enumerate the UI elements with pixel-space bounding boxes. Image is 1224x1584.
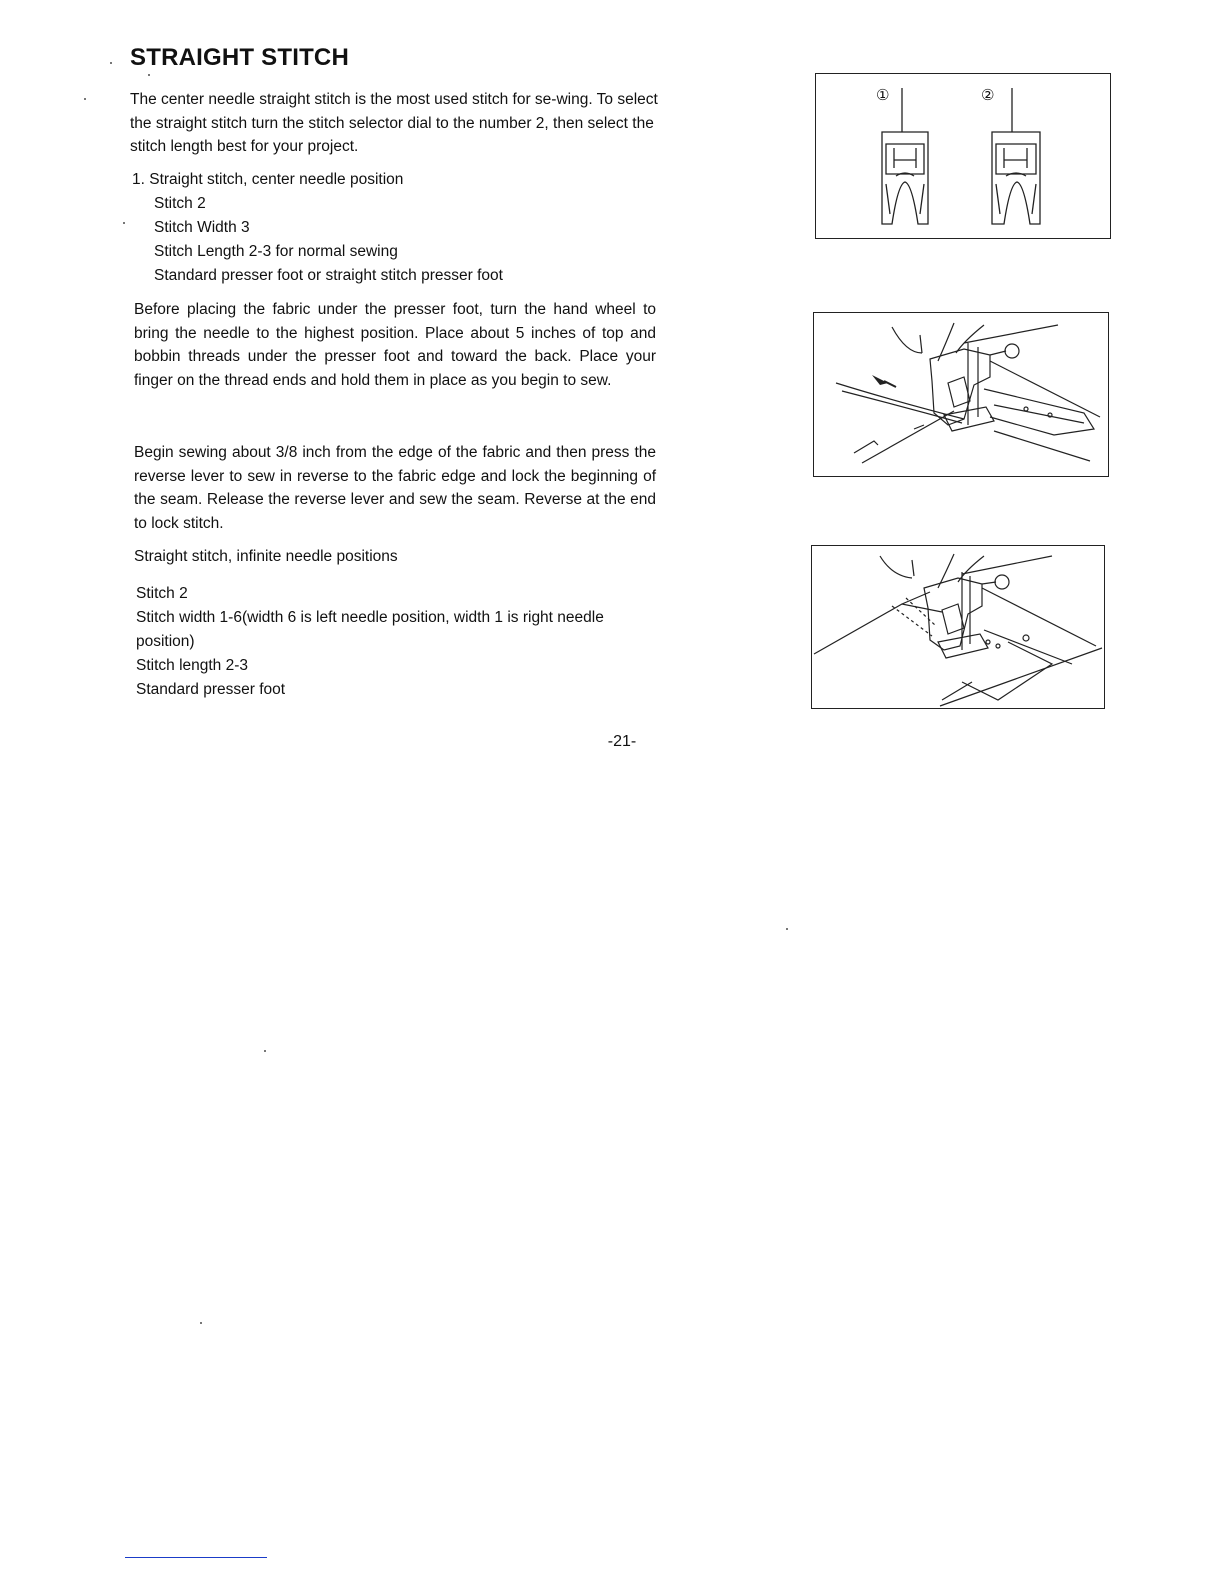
setting-line-foot: Standard presser foot (136, 681, 286, 698)
scan-speck (148, 74, 150, 76)
presser-feet-drawing (816, 74, 1110, 238)
setting-heading: 1. Straight stitch, center needle position (132, 171, 404, 188)
setting-line-foot: Standard presser foot or straight stitch presser foot (154, 267, 503, 284)
setting-list-center-needle (132, 168, 503, 288)
begin-sewing-paragraph: Begin sewing about 3/8 inch from the edge of the fabric and then press the reverse lever to sew in reverse to the fabric edge and lock the beginning of the seam. Release the reverse lever and sew the seam. Reverse at the end to lock stitch. (134, 444, 656, 532)
scan-speck (786, 928, 788, 930)
threads-under-foot-figure (813, 312, 1109, 477)
figure-label-2: ② (981, 86, 995, 104)
scan-speck (200, 1322, 202, 1324)
setting-line-stitch: Stitch 2 (154, 195, 206, 212)
page-title: STRAIGHT STITCH (130, 44, 349, 71)
scan-speck (123, 222, 125, 224)
setting-line-stitch: Stitch 2 (136, 585, 188, 602)
scan-speck (110, 62, 112, 64)
setting-line-length: Stitch Length 2-3 for normal sewing (154, 243, 398, 260)
threads-drawing (814, 313, 1108, 476)
intro-paragraph: The center needle straight stitch is the most used stitch for se-wing. To select the straight stitch turn the stitch selector dial to the number 2, then select the stitch length best for your project. (130, 91, 658, 155)
figure-label-1: ① (876, 86, 890, 104)
setting-line-length: Stitch length 2-3 (136, 657, 249, 674)
scan-speck (84, 98, 86, 100)
sewing-fabric-figure (811, 545, 1105, 709)
setting-line-width: Stitch Width 3 (154, 219, 250, 236)
scan-speck (264, 1050, 266, 1052)
presser-feet-figure (815, 73, 1111, 239)
setting-line-width: Stitch width 1-6(width 6 is left needle position, width 1 is right needle position) (136, 609, 604, 650)
setting-list-infinite-needle (136, 582, 636, 702)
footer-rule (125, 1557, 267, 1558)
direction-arrow-icon (872, 375, 888, 385)
infinite-needle-heading: Straight stitch, infinite needle positions (134, 548, 398, 565)
before-placing-paragraph: Before placing the fabric under the presser foot, turn the hand wheel to bring the needle to the highest position. Place about 5 inches of top and bobbin threads under the presser foot and toward the back. Place your finger on the thread ends and hold them in place as you begin to sew. (134, 301, 656, 389)
sewing-drawing (812, 546, 1104, 708)
page-number: -21- (607, 733, 637, 750)
